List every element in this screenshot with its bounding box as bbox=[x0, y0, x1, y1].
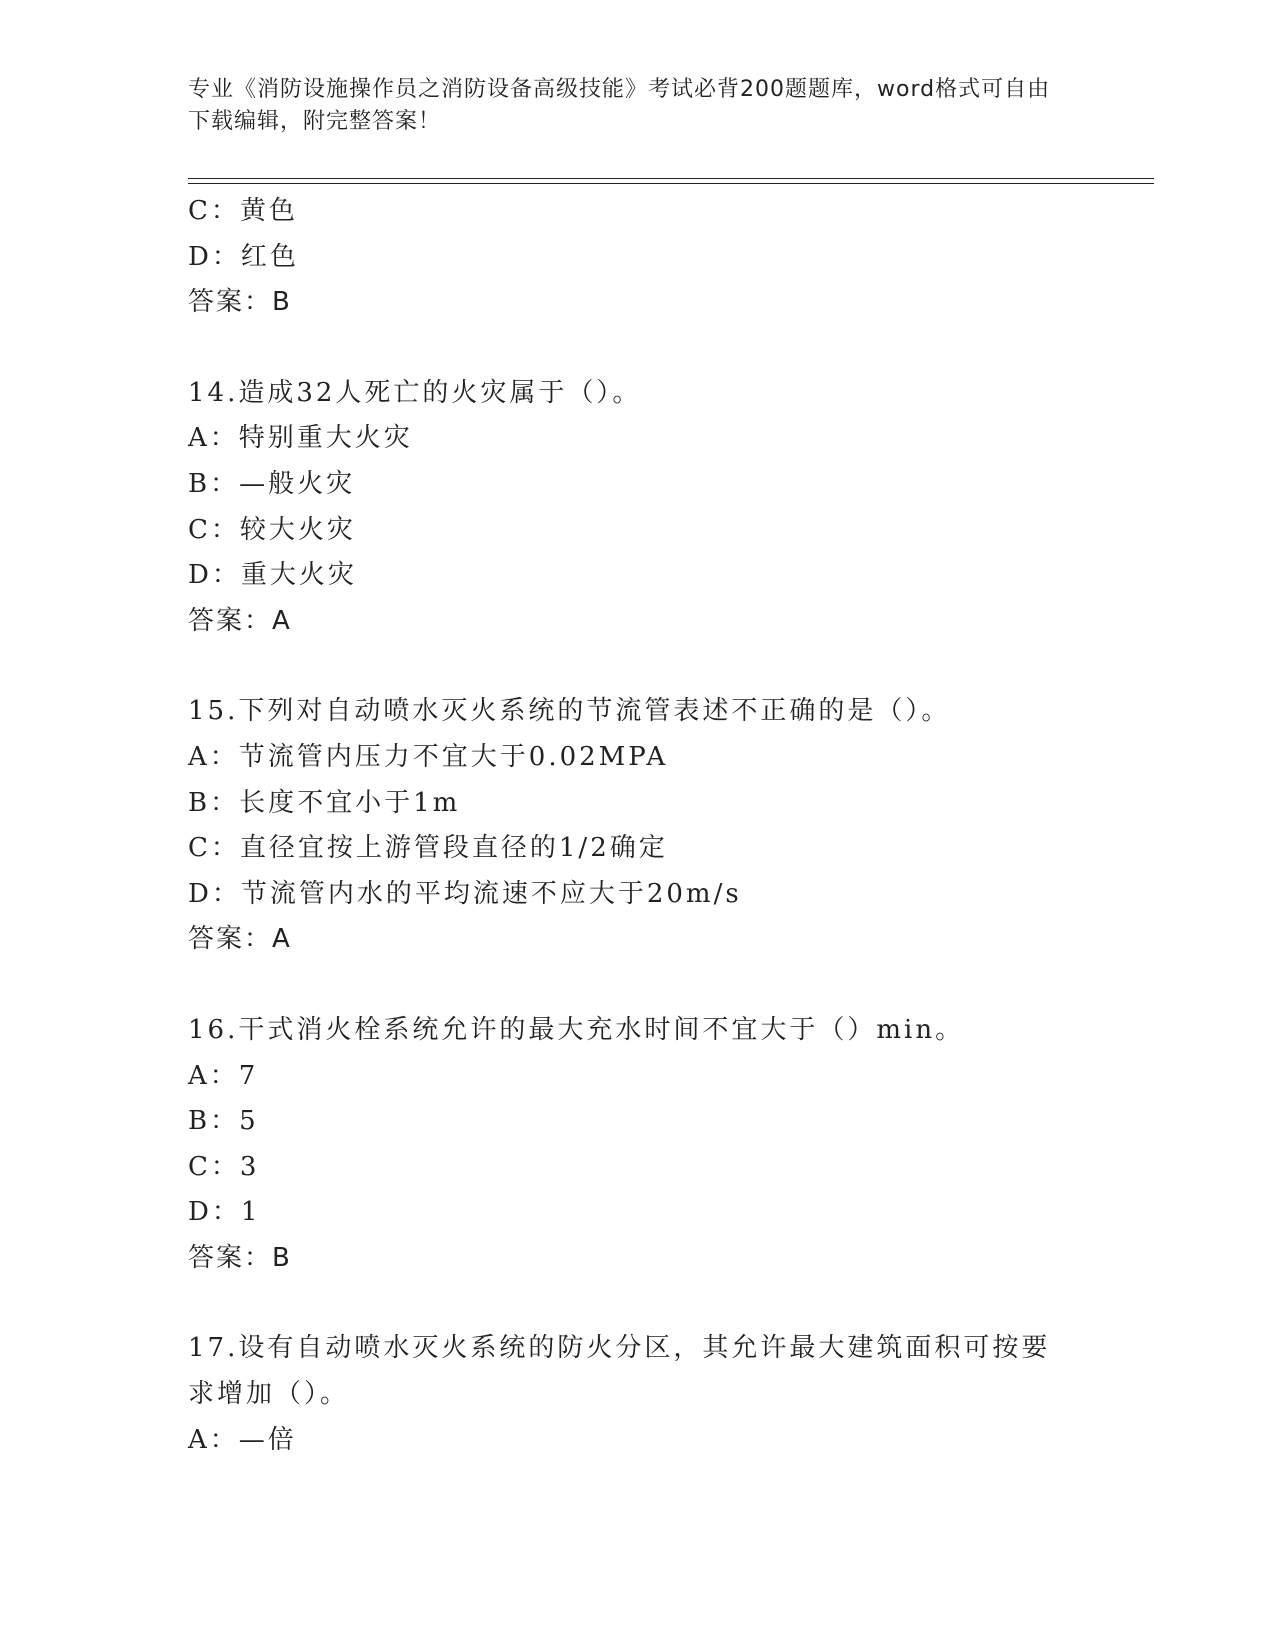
option-a: A：节流管内压力不宜大于0.02MPA bbox=[188, 741, 669, 772]
option-d: D：1 bbox=[188, 1197, 261, 1228]
question-block-15 bbox=[188, 689, 1088, 963]
option-c: C：3 bbox=[188, 1151, 260, 1182]
option-d: D：重大火灾 bbox=[188, 560, 357, 591]
question-block-13 bbox=[188, 189, 1088, 326]
option-c: C：直径宜按上游管段直径的1/2确定 bbox=[188, 833, 668, 864]
option-d: D：红色 bbox=[188, 241, 299, 272]
answer: 答案：A bbox=[188, 924, 292, 955]
option-a: A：特别重大火灾 bbox=[188, 423, 413, 454]
question-text: 16.干式消火栓系统允许的最大充水时间不宜大于（）min。 bbox=[188, 1014, 965, 1045]
header-rule-bottom bbox=[188, 183, 1154, 184]
document-header: 专业《消防设施操作员之消防设备高级技能》考试必背200题题库，word格式可自由下载编辑，附完整答案！ bbox=[188, 77, 1051, 134]
question-list bbox=[188, 189, 1088, 1463]
question-block-14 bbox=[188, 371, 1088, 645]
question-text: 15.下列对自动喷水灭火系统的节流管表述不正确的是（）。 bbox=[188, 696, 951, 727]
answer: 答案：B bbox=[188, 1242, 292, 1273]
option-d: D：节流管内水的平均流速不应大于20m/s bbox=[188, 878, 742, 909]
option-b: B：5 bbox=[188, 1106, 259, 1137]
header-rule-top bbox=[188, 178, 1154, 179]
answer: 答案：B bbox=[188, 287, 292, 318]
option-c: C：较大火灾 bbox=[188, 514, 356, 545]
question-block-17 bbox=[188, 1326, 1088, 1463]
question-text: 17.设有自动喷水灭火系统的防火分区，其允许最大建筑面积可按要求增加（）。 bbox=[188, 1333, 1051, 1410]
option-c: C：黄色 bbox=[188, 196, 298, 226]
option-a: A：—倍 bbox=[188, 1424, 297, 1455]
question-text: 14.造成32人死亡的火灾属于（）。 bbox=[188, 377, 642, 408]
option-a: A：7 bbox=[188, 1060, 259, 1091]
option-b: B：—般火灾 bbox=[188, 468, 356, 499]
answer: 答案：A bbox=[188, 605, 292, 636]
option-b: B：长度不宜小于1m bbox=[188, 787, 461, 818]
question-block-16 bbox=[188, 1008, 1088, 1282]
